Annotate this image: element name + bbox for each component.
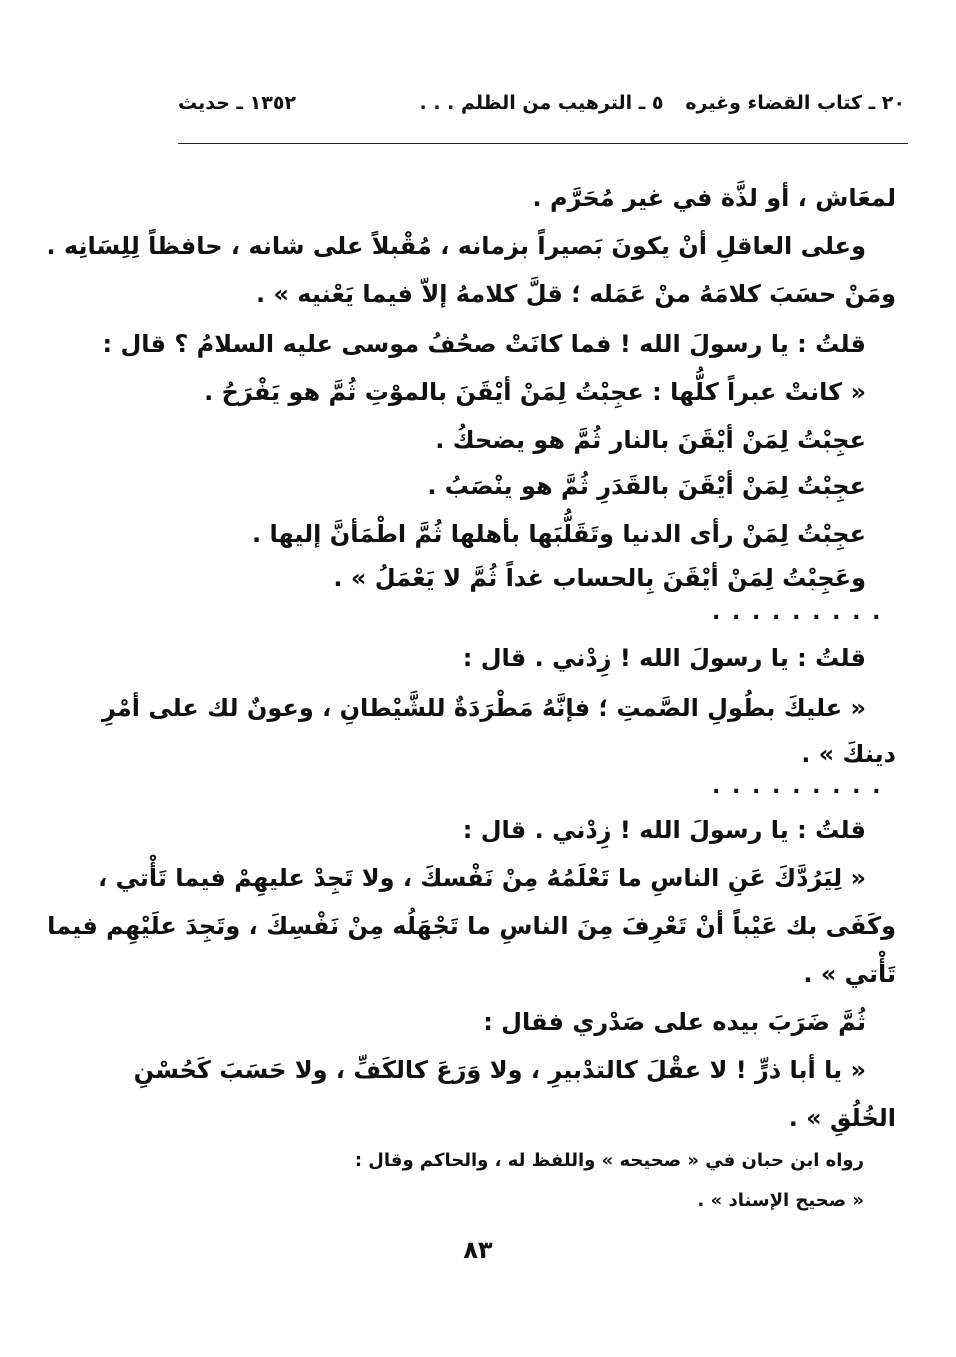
source-citation: رواه ابن حبان في « صحيحه » واللفظ له ، والحاكم وقال : bbox=[354, 1150, 864, 1171]
separator-dots: . . . . . . . . . bbox=[712, 600, 883, 625]
header-section: ٥ ـ الترهيب من الظلم . . . bbox=[419, 92, 664, 114]
body-line: قلتُ : يا رسولَ الله ! زِدْني . قال : bbox=[462, 644, 866, 672]
body-line: الخُلُقِ » . bbox=[788, 1104, 896, 1132]
body-line: دينكَ » . bbox=[801, 740, 896, 768]
body-line: ثُمَّ ضَرَبَ بيده على صَدْري فقال : bbox=[483, 1008, 866, 1036]
body-line: وعَجِبْتُ لِمَنْ أيْقَنَ بِالحساب غداً ثُمَّ لا يَعْمَلُ » . bbox=[333, 564, 866, 592]
body-line: ومَنْ حسَبَ كلامَهُ منْ عَمَله ؛ قلَّ كلامهُ إلاّ فيما يَعْنيه » . bbox=[255, 280, 896, 308]
body-line: « عليكَ بطُولِ الصَّمتِ ؛ فإنَّهُ مَطْرَدَةٌ للشَّيْطانِ ، وعونٌ لك على أمْرِ bbox=[101, 694, 866, 722]
separator-dots: . . . . . . . . . bbox=[712, 774, 883, 799]
body-line: « يا أبا ذرٍّ ! لا عقْلَ كالتدْبيرِ ، ولا وَرَعَ كالكَفِّ ، ولا حَسَبَ كَحُسْنِ bbox=[133, 1056, 866, 1084]
body-line: عجِبْتُ لِمَنْ أيْقَنَ بالقَدَرِ ثُمَّ هو ينْصَبُ . bbox=[427, 472, 866, 500]
header-rule bbox=[178, 143, 908, 144]
body-line: عجِبْتُ لِمَنْ أيْقَنَ بالنار ثُمَّ هو يضحكُ . bbox=[435, 426, 866, 454]
header-chapter: ٢٠ ـ كتاب القضاء وغيره bbox=[685, 92, 905, 114]
body-line: « لِيَرُدَّكَ عَنِ الناسِ ما تَعْلَمُهُ مِنْ نَفْسكَ ، ولا تَجِدْ عليهِمْ فيما تَأْتي ، bbox=[98, 864, 866, 892]
page-number: ٨٣ bbox=[463, 1236, 493, 1264]
body-line: وعلى العاقلِ أنْ يكونَ بَصيراً بزمانه ، مُقْبلاً على شانه ، حافظاً لِلِسَانِه . bbox=[46, 232, 866, 260]
running-header bbox=[178, 92, 905, 126]
body-line: وكَفَى بك عَيْباً أنْ تَعْرِفَ مِنَ الناسِ ما تَجْهَلُه مِنْ نَفْسِكَ ، وتَجِدَ علَيْهِم فيما bbox=[47, 912, 896, 940]
header-hadith-range: ١٣٥٢ ـ حديث bbox=[178, 92, 297, 114]
body-line: قلتُ : يا رسولَ الله ! فما كانَتْ صحُفُ موسى عليه السلامُ ؟ قال : bbox=[102, 330, 866, 358]
body-line: « كانتْ عبراً كلُّها : عجِبْتُ لِمَنْ أيْقَنَ بالموْتِ ثُمَّ هو يَفْرَحُ . bbox=[204, 378, 866, 406]
body-line: تَأْتي » . bbox=[803, 960, 896, 988]
source-citation: « صحيح الإسناد » . bbox=[697, 1190, 864, 1211]
body-line: عجِبْتُ لِمَنْ رأى الدنيا وتَقَلُّبَها بأهلها ثُمَّ اطْمَأنَّ إليها . bbox=[252, 520, 866, 548]
body-line: قلتُ : يا رسولَ الله ! زِدْني . قال : bbox=[462, 816, 866, 844]
body-line: لمعَاش ، أو لذَّة في غير مُحَرَّم . bbox=[532, 184, 896, 212]
